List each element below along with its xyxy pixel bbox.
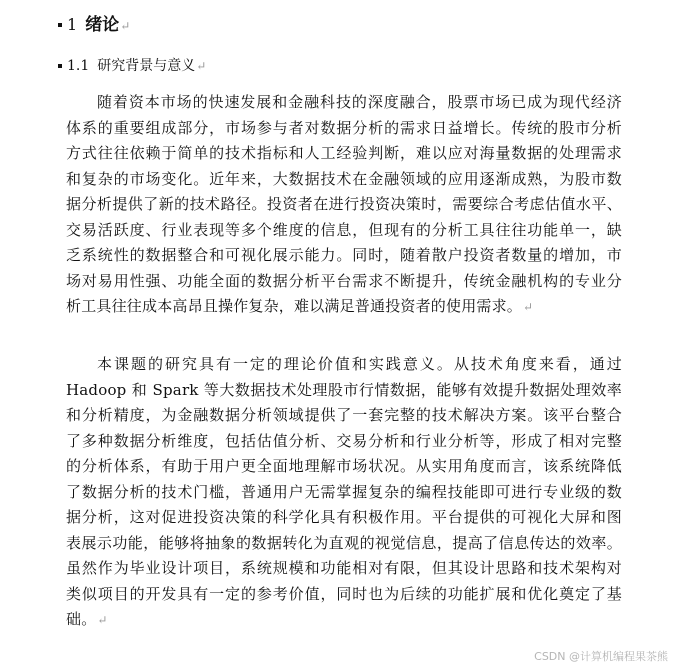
text-line-last (66, 294, 622, 321)
paragraph-mark-icon: ↵ (120, 19, 131, 33)
text-line: 据分析，这对促进投资决策的科学化具有积极作用。平台提供的可视化大屏和图 (66, 508, 622, 526)
text-line: 了多种数据分析维度，包括估值分析、交易分析和行业分析等，形成了相对完整 (66, 431, 622, 450)
text-line: 体系的重要组成部分，市场参与者对数据分析的需求日益增长。传统的股市分析 (66, 118, 622, 137)
list-bullet-icon (58, 23, 62, 27)
text-line: 据分析提供了新的技术路径。投资者在进行投资决策时，需要综合考虑估值水平、 (66, 195, 622, 213)
section-title: 研究背景与意义 (97, 58, 196, 74)
text-line: 了数据分析的技术门槛，普通用户无需掌握复杂的编程技能即可进行专业级的数 (66, 482, 622, 501)
list-bullet-icon (58, 64, 62, 68)
text-line: Hadoop 和 Spark 等大数据技术处理股市行情数据，能够有效提升数据处理效率 (66, 380, 622, 399)
text-line: 场对易用性强、功能全面的数据分析平台需求不断提升，传统金融机构的专业分 (66, 271, 622, 290)
paragraph-background (66, 90, 622, 321)
text-line: 方式往往依赖于简单的技术指标和人工经验判断，难以应对海量数据的处理需求 (66, 144, 622, 162)
text-line: 和复杂的市场变化。近年来，大数据技术在金融领域的应用逐渐成熟，为股市数 (66, 169, 622, 188)
text-line: 类似项目的开发具有一定的参考价值，同时也为后续的功能扩展和优化奠定了基 (66, 584, 622, 603)
section-heading (58, 55, 206, 75)
paragraph-significance (66, 352, 622, 634)
text-line-content: 析工具往往成本高昂且操作复杂，难以满足普通投资者的使用需求。 (66, 297, 523, 315)
text-line: 表展示功能，能够将抽象的数据转化为直观的视觉信息，提高了信息传达的效率。 (66, 533, 622, 552)
text-line: 交易活跃度、行业表现等多个维度的信息，但现有的分析工具往往功能单一，缺 (66, 220, 622, 239)
text-line: 和分析精度，为金融数据分析领域提供了一套完整的技术解决方案。该平台整合 (66, 406, 622, 424)
text-line: 本课题的研究具有一定的理论价值和实践意义。从技术角度来看，通过 (97, 355, 622, 373)
chapter-heading (58, 10, 130, 35)
text-line: 虽然作为毕业设计项目，系统规模和功能相对有限，但其设计思路和技术架构对 (66, 559, 622, 577)
text-line-content: 础。 (66, 610, 97, 628)
section-number: 1.1 (67, 58, 90, 74)
chapter-title: 绪论 (85, 15, 120, 35)
watermark: CSDN @计算机编程果茶熊 (534, 650, 668, 663)
text-line: 随着资本市场的快速发展和金融科技的深度融合，股票市场已成为现代经济 (97, 93, 622, 111)
paragraph-mark-icon: ↵ (196, 59, 207, 73)
text-line: 乏系统性的数据整合和可视化展示能力。同时，随着散户投资者数量的增加，市 (66, 246, 622, 264)
paragraph-mark-icon: ↵ (523, 300, 534, 314)
paragraph-mark-icon: ↵ (97, 613, 108, 627)
chapter-number: 1 (67, 15, 78, 34)
text-line: 的分析体系，有助于用户更全面地理解市场状况。从实用角度而言，该系统降低 (66, 457, 622, 475)
text-line-last (66, 607, 622, 634)
